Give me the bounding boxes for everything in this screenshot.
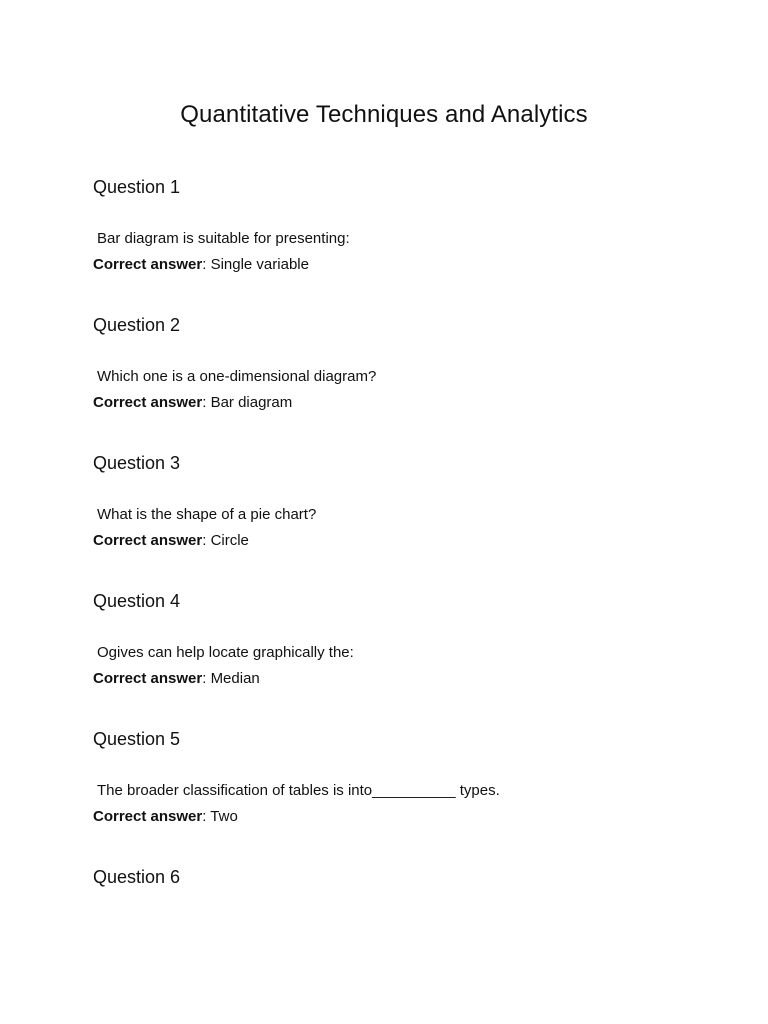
question-heading: Question 4	[93, 591, 181, 611]
answer-line	[93, 393, 292, 413]
answer-separator: :	[202, 532, 211, 549]
answer-value: Median	[210, 670, 260, 687]
answer-value: Bar diagram	[210, 394, 293, 411]
correct-answer-label: Correct answer	[93, 532, 203, 549]
question-heading: Question 5	[93, 729, 181, 749]
answer-line	[93, 531, 249, 551]
answer-separator: :	[202, 394, 211, 411]
answer-line	[93, 669, 260, 689]
question-heading: Question 6	[93, 867, 181, 887]
answer-value: Circle	[210, 532, 249, 549]
question-heading: Question 3	[93, 453, 181, 473]
correct-answer-label: Correct answer	[93, 808, 203, 825]
question-text: Ogives can help locate graphically the:	[97, 644, 354, 661]
answer-line	[93, 807, 238, 827]
question-heading: Question 2	[93, 315, 181, 335]
question-text: Which one is a one-dimensional diagram?	[97, 368, 377, 385]
correct-answer-label: Correct answer	[93, 394, 203, 411]
question-item-2	[93, 313, 713, 433]
question-item-4	[93, 589, 713, 709]
question-text: Bar diagram is suitable for presenting:	[97, 230, 350, 247]
question-item-3	[93, 451, 713, 571]
correct-answer-label: Correct answer	[93, 670, 203, 687]
answer-separator: :	[202, 256, 211, 273]
question-text: What is the shape of a pie chart?	[97, 506, 317, 523]
answer-line	[93, 255, 309, 275]
page-title: Quantitative Techniques and Analytics	[180, 101, 588, 128]
question-item-1	[93, 175, 713, 295]
answer-separator: :	[202, 808, 211, 825]
answer-separator: :	[202, 670, 211, 687]
answer-value: Single variable	[210, 256, 309, 273]
question-heading: Question 1	[93, 177, 181, 197]
answer-value: Two	[210, 808, 238, 825]
question-text: The broader classification of tables is into__________ types.	[97, 782, 500, 799]
question-item-5	[93, 727, 713, 847]
question-item-6	[93, 865, 713, 985]
correct-answer-label: Correct answer	[93, 256, 203, 273]
